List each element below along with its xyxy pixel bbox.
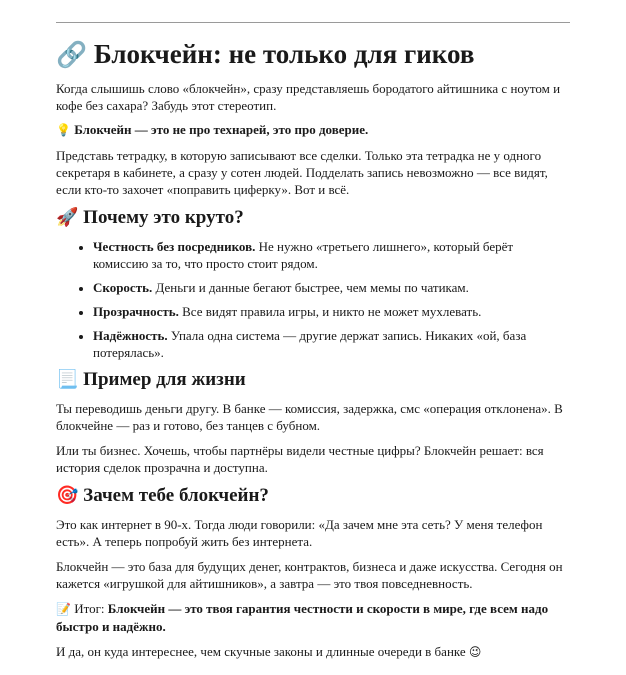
wink-icon: 😉	[468, 645, 482, 659]
tip-line	[56, 121, 570, 139]
lightbulb-icon: 💡	[56, 123, 71, 137]
list-item-text: Не нужно «третьего лишнего», который берёт комиссию за то, что просто стоит рядом.	[93, 239, 514, 271]
rocket-icon: 🚀	[56, 207, 79, 228]
closing-text: И да, он куда интереснее, чем скучные законы и длинные очереди в банке	[56, 644, 469, 659]
list-item	[93, 238, 570, 272]
list-item	[93, 303, 570, 320]
link-icon: 🔗	[56, 40, 88, 69]
list-item-text: Упала одна система — другие держат запись. Никаких «ой, база потерялась».	[93, 328, 527, 360]
document	[56, 0, 570, 661]
why-you-paragraph-2: Блокчейн — это база для будущих денег, контрактов, бизнеса и даже искусства. Сегодня он кажется «игрушкой для айтишников», а завтра — это твоя повседневность.	[56, 559, 563, 591]
list-item	[93, 327, 570, 361]
benefits-list	[56, 238, 570, 361]
list-item-text: Деньги и данные бегают быстрее, чем мемы по чатикам.	[152, 280, 469, 295]
summary-paragraph	[56, 600, 570, 635]
summary-label: Итог:	[74, 601, 108, 616]
section-heading-why-text: Почему это круто?	[83, 207, 244, 228]
why-you-paragraph-1: Это как интернет в 90-х. Тогда люди говорили: «Да зачем мне эта сеть? У меня телефон есть». А теперь попробуй жить без интернета.	[56, 517, 543, 549]
section-heading-why-you-text: Зачем тебе блокчейн?	[83, 485, 269, 506]
explain-paragraph: Представь тетрадку, в которую записывают все сделки. Только эта тетрадка не у одного секретаря в кабинете, а сразу у сотен людей. Подделать запись невозможно — все видят, если кто-то захочет «поправить циферку». Вот и всё.	[56, 148, 548, 197]
list-item-bold: Надёжность.	[93, 328, 168, 343]
list-item-text: Все видят правила игры, и никто не может мухлевать.	[178, 304, 482, 319]
page-title-text: Блокчейн: не только для гиков	[93, 39, 475, 69]
section-heading-example-text: Пример для жизни	[83, 369, 246, 390]
section-heading-why-you	[56, 484, 570, 508]
section-heading-example	[56, 368, 570, 392]
list-item-bold: Честность без посредников.	[93, 239, 256, 254]
intro-paragraph: Когда слышишь слово «блокчейн», сразу представляешь бородатого айтишника с ноутом и кофе без сахара? Забудь этот стереотип.	[56, 81, 561, 113]
section-heading-why	[56, 206, 570, 230]
summary-text: Блокчейн — это твоя гарантия честности и скорости в мире, где всем надо быстро и надёжно.	[56, 601, 549, 634]
closing-paragraph	[56, 643, 570, 661]
list-item-bold: Прозрачность.	[93, 304, 179, 319]
list-item-bold: Скорость.	[93, 280, 153, 295]
page-title	[56, 37, 570, 72]
list-item	[93, 279, 570, 296]
top-divider	[56, 22, 570, 23]
example-paragraph-1: Ты переводишь деньги другу. В банке — комиссия, задержка, смс «операция отклонена». В блокчейне — раз и готово, без танцев с бубном.	[56, 401, 563, 433]
page-icon: 📃	[56, 369, 79, 390]
tip-text: Блокчейн — это не про технарей, это про доверие.	[74, 122, 369, 137]
memo-icon: 📝	[56, 602, 71, 616]
example-paragraph-2: Или ты бизнес. Хочешь, чтобы партнёры видели честные цифры? Блокчейн решает: вся история сделок прозрачна и доступна.	[56, 443, 544, 475]
target-icon: 🎯	[56, 485, 79, 506]
